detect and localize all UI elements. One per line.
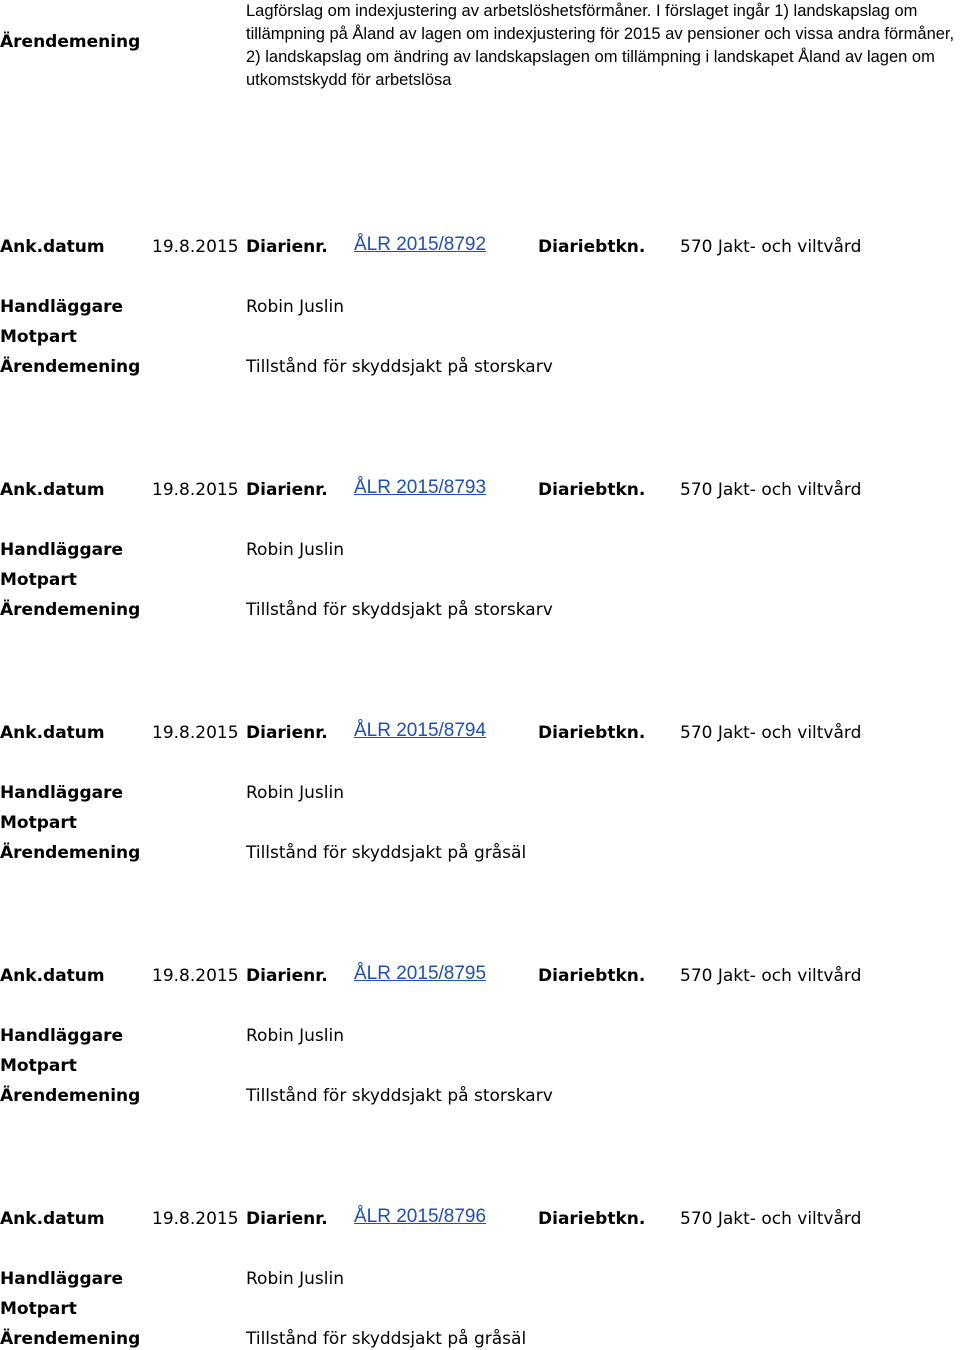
diarienr-label: Diarienr. — [246, 966, 328, 986]
diariebtkn-value: 570 Jakt- och viltvård — [680, 237, 862, 257]
arendemening-label: Ärendemening — [0, 1086, 141, 1106]
arendemening-label: Ärendemening — [0, 600, 141, 620]
diariebtkn-label: Diariebtkn. — [538, 1209, 646, 1229]
handlaggare-label: Handläggare — [0, 1026, 123, 1046]
diarienr-link[interactable]: ÅLR 2015/8796 — [354, 1206, 487, 1227]
motpart-label: Motpart — [0, 1056, 77, 1076]
handlaggare-label: Handläggare — [0, 540, 123, 560]
handlaggare-label: Handläggare — [0, 297, 123, 317]
handlaggare-value: Robin Juslin — [246, 1026, 345, 1046]
diariebtkn-label: Diariebtkn. — [538, 480, 646, 500]
diarienr-label: Diarienr. — [246, 480, 328, 500]
ank-datum-label: Ank.datum — [0, 966, 105, 986]
diarienr-link[interactable]: ÅLR 2015/8795 — [354, 963, 487, 984]
diariebtkn-label: Diariebtkn. — [538, 966, 646, 986]
handlaggare-value: Robin Juslin — [246, 540, 345, 560]
handlaggare-label: Handläggare — [0, 783, 123, 803]
arendemening-value: Tillstånd för skyddsjakt på gråsäl — [246, 843, 527, 863]
ank-datum-label: Ank.datum — [0, 480, 105, 500]
diarienr-label: Diarienr. — [246, 237, 328, 257]
motpart-label: Motpart — [0, 1299, 77, 1319]
handlaggare-value: Robin Juslin — [246, 297, 345, 317]
record-entry — [0, 479, 960, 619]
diarienr-label: Diarienr. — [246, 1209, 328, 1229]
motpart-label: Motpart — [0, 813, 77, 833]
ank-datum-label: Ank.datum — [0, 1209, 105, 1229]
record-entry — [0, 236, 960, 376]
ank-datum-label: Ank.datum — [0, 237, 105, 257]
diarienr-link[interactable]: ÅLR 2015/8794 — [354, 720, 487, 741]
arendemening-label: Ärendemening — [0, 32, 141, 52]
record-entry — [0, 965, 960, 1105]
diarienr-link[interactable]: ÅLR 2015/8792 — [354, 234, 487, 255]
diarienr-label: Diarienr. — [246, 723, 328, 743]
ank-datum-value: 19.8.2015 — [152, 1209, 239, 1229]
ank-datum-value: 19.8.2015 — [152, 237, 239, 257]
handlaggare-value: Robin Juslin — [246, 1269, 345, 1289]
diarienr-link[interactable]: ÅLR 2015/8793 — [354, 477, 487, 498]
arendemening-value: Tillstånd för skyddsjakt på storskarv — [246, 600, 553, 620]
diariebtkn-label: Diariebtkn. — [538, 723, 646, 743]
arendemening-label: Ärendemening — [0, 843, 141, 863]
record-entry — [0, 722, 960, 862]
intro-record — [0, 0, 960, 100]
ank-datum-label: Ank.datum — [0, 723, 105, 743]
record-entry — [0, 1208, 960, 1348]
arendemening-label: Ärendemening — [0, 1329, 141, 1349]
motpart-label: Motpart — [0, 327, 77, 347]
arendemening-label: Ärendemening — [0, 357, 141, 377]
diariebtkn-value: 570 Jakt- och viltvård — [680, 1209, 862, 1229]
motpart-label: Motpart — [0, 570, 77, 590]
ank-datum-value: 19.8.2015 — [152, 480, 239, 500]
arendemening-value: Tillstånd för skyddsjakt på storskarv — [246, 1086, 553, 1106]
diariebtkn-label: Diariebtkn. — [538, 237, 646, 257]
diariebtkn-value: 570 Jakt- och viltvård — [680, 966, 862, 986]
arendemening-value: Tillstånd för skyddsjakt på storskarv — [246, 357, 553, 377]
diariebtkn-value: 570 Jakt- och viltvård — [680, 723, 862, 743]
handlaggare-value: Robin Juslin — [246, 783, 345, 803]
handlaggare-label: Handläggare — [0, 1269, 123, 1289]
intro-arendemening-text: Lagförslag om indexjustering av arbetslöshetsförmåner. I förslaget ingår 1) landskapslag om tillämpning på Åland av lagen om indexjustering för 2015 av pensioner och vissa andra förmåner, 2) landskapslag om ändring av landskapslagen om tillämpning i landskapet Åland av lagen om utkomstskydd för arbetslösa — [246, 2, 955, 89]
diariebtkn-value: 570 Jakt- och viltvård — [680, 480, 862, 500]
ank-datum-value: 19.8.2015 — [152, 966, 239, 986]
arendemening-value: Tillstånd för skyddsjakt på gråsäl — [246, 1329, 527, 1349]
ank-datum-value: 19.8.2015 — [152, 723, 239, 743]
